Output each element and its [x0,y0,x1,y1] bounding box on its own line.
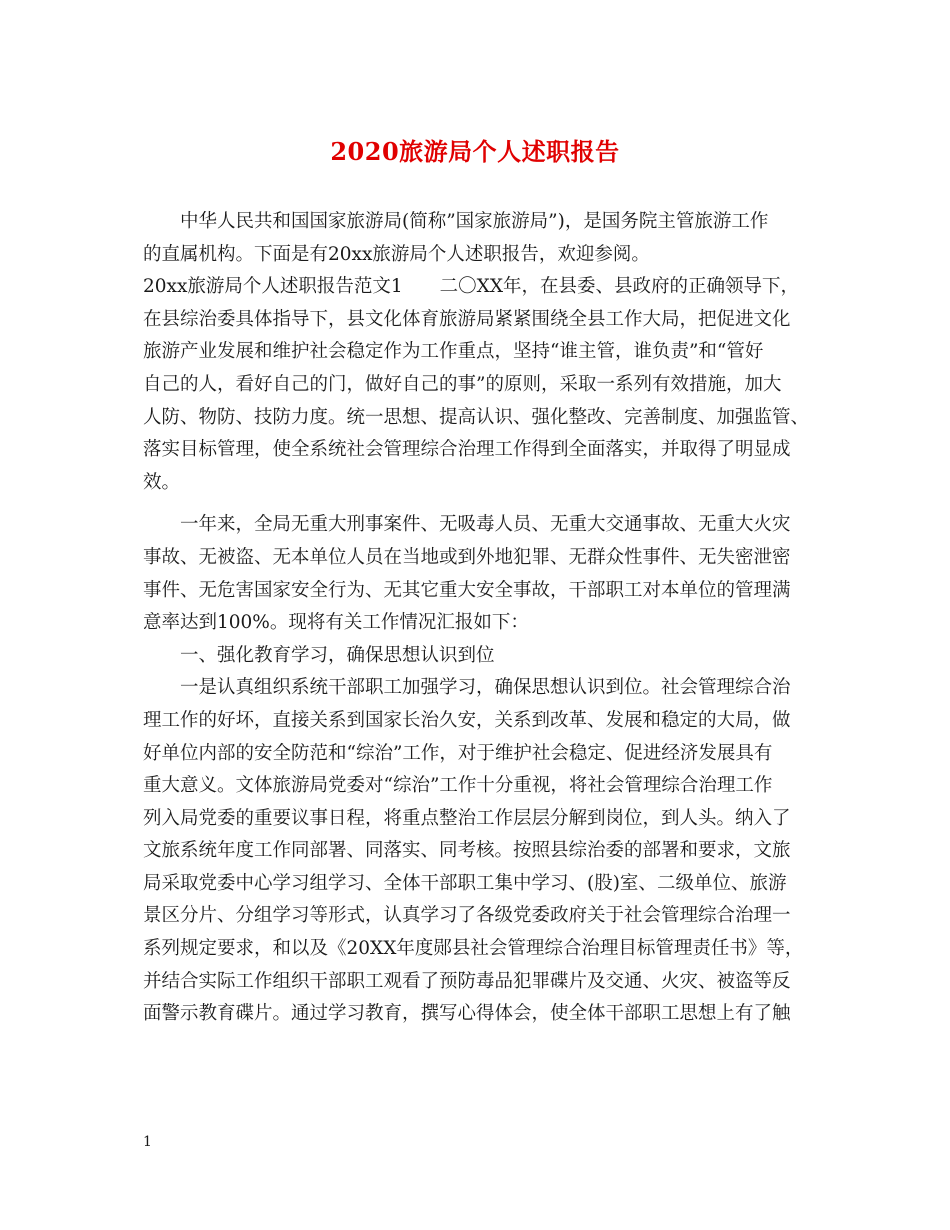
body-line: 在县综治委具体指导下，县文化体育旅游局紧紧围绕全县工作大局，把促进文化 [143,308,791,330]
body-line: 列入局党委的重要议事日程，将重点整治工作层层分解到岗位，到人头。纳入了 [143,807,791,829]
body-line: 系列规定要求，和以及《20XX年度郧县社会管理综合治理目标管理责任书》等， [143,938,804,960]
body-line: 效。 [143,471,181,493]
body-line: 一是认真组织系统干部职工加强学习，确保思想认识到位。社会管理综合治 [143,677,791,699]
section-heading: 一、强化教育学习，确保思想认识到位 [143,644,495,666]
body-line: 重大意义。文体旅游局党委对“综治”工作十分重视，将社会管理综合治理工作 [143,775,773,797]
body-line: 人防、物防、技防力度。统一思想、提高认识、强化整改、完善制度、加强监管、 [143,406,810,428]
body-line: 自己的人，看好自己的门，做好自己的事”的原则，采取一系列有效措施，加大 [143,373,782,395]
body-line: 的直属机构。下面是有20xx旅游局个人述职报告，欢迎参阅。 [143,243,650,265]
body-line: 面警示教育碟片。通过学习教育，撰写心得体会，使全体干部职工思想上有了触 [143,1003,791,1025]
body-line: 20xx旅游局个人述职报告范文1 二〇XX年，在县委、县政府的正确领导下， [143,276,800,298]
body-line: 中华人民共和国国家旅游局(简称”国家旅游局”)，是国务院主管旅游工作 [143,211,769,232]
body-line: 好单位内部的安全防范和“综治”工作，对于维护社会稳定、促进经济发展具有 [143,742,773,764]
body-line: 事故、无被盗、无本单位人员在当地或到外地犯罪、无群众性事件、无失密泄密 [143,546,791,568]
document-title: 2020旅游局个人述职报告 [330,137,620,166]
body-line: 景区分片、分组学习等形式，认真学习了各级党委政府关于社会管理综合治理一 [143,905,791,927]
body-line: 事件、无危害国家安全行为、无其它重大安全事故，干部职工对本单位的管理满 [143,579,791,601]
body-line: 理工作的好坏，直接关系到国家长治久安，关系到改革、发展和稳定的大局，做 [143,709,791,731]
body-line: 文旅系统年度工作同部署、同落实、同考核。按照县综治委的部署和要求，文旅 [143,840,791,862]
body-line: 局采取党委中心学习组学习、全体干部职工集中学习、(股)室、二级单位、旅游 [143,872,787,894]
body-line: 一年来，全局无重大刑事案件、无吸毒人员、无重大交通事故、无重大火灾 [143,514,791,536]
body-line: 旅游产业发展和维护社会稳定作为工作重点，坚持“谁主管，谁负责”和“管好 [143,341,764,363]
body-line: 意率达到100%。现将有关工作情况汇报如下： [143,612,529,634]
body-line: 并结合实际工作组织干部职工观看了预防毒品犯罪碟片及交通、火灾、被盗等反 [143,970,791,992]
document-body [143,206,823,1031]
body-line: 落实目标管理，使全系统社会管理综合治理工作得到全面落实，并取得了明显成 [143,439,791,461]
page-number: 1 [143,1134,152,1150]
